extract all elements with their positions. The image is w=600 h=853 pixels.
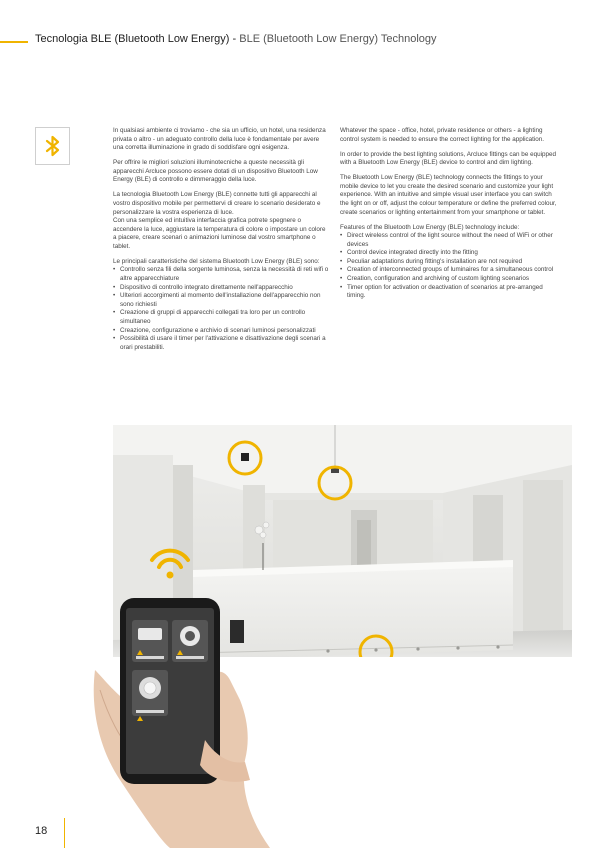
en-paragraph-2: In order to provide the best lighting solutions, Arcluce fittings can be equipped with a Bluetooth Low Energy (BLE) device to control and dim lighting.: [340, 150, 556, 167]
it-paragraph-2: Per offrire le migliori soluzioni illuminotecniche a queste necessità gli apparecchi Arcluce possono essere dotati di un dispositivo Bluetooth Low Energy (BLE) di controllo e dimmeraggio della luce.: [113, 159, 318, 184]
list-item: • Creazione, configurazione e archivio di scenari luminosi personalizzati: [113, 327, 329, 336]
bluetooth-badge: [35, 127, 70, 165]
bluetooth-icon: [44, 135, 62, 157]
list-item: • Direct wireless control of the light source without the need of WiFi or other devices: [340, 232, 560, 249]
it-paragraph-1: In qualsiasi ambiente ci troviamo - che sia un ufficio, un hotel, una residenza privata o altro - un adeguato controllo della luce è fondamentale per avere una corretta illuminazione in grado di soddisfare ogni esigenza.: [113, 127, 326, 152]
list-item: • Creation of interconnected groups of luminaires for a simultaneous control: [340, 266, 560, 275]
it-feature-list: [113, 266, 329, 352]
list-item: • Timer option for activation or deactivation of scenarios at pre-arranged timing.: [340, 284, 560, 301]
list-item: • Dispositivo di controllo integrato direttamente nell'apparecchio: [113, 284, 329, 293]
page-number: 18: [35, 825, 48, 837]
list-item: • Ulteriori accorgimenti al momento dell'installazione dell'apparecchio non sono richiesti: [113, 292, 329, 309]
en-paragraph-3: The Bluetooth Low Energy (BLE) technology connects the fittings to your mobile device to let you create the desired scenario and customize your light experience. With an intuitive and simple visual user interface you can switch the light on or off, adjust the colour temperature or define the preferred colour, create scenarios or lighting entertainment from your smartphone or tablet.: [340, 174, 557, 216]
title-italian: Tecnologia BLE (Bluetooth Low Energy): [35, 33, 230, 45]
it-paragraph-5: Le principali caratteristiche del sistema Bluetooth Low Energy (BLE) sono:: [113, 257, 320, 265]
en-feature-list: [340, 232, 560, 301]
list-item: • Creation, configuration and archiving of custom lighting scenarios: [340, 275, 560, 284]
list-item: • Controllo senza fili della sorgente luminosa, senza la necessità di reti wifi o altre apparecchiature: [113, 266, 329, 283]
list-item: • Control device integrated directly into the fitting: [340, 249, 560, 258]
en-paragraph-4: Features of the Bluetooth Low Energy (BLE) technology include:: [340, 223, 520, 231]
header-accent-line: [0, 41, 28, 43]
it-paragraph-3: La tecnologia Bluetooth Low Energy (BLE) connette tutti gli apparecchi al vostro dispositivo mobile per permettervi di creare lo scenario desiderato e personalizzare la vostra esperienza di luce.: [113, 191, 321, 216]
smartphone-illustration: [80, 540, 320, 848]
en-paragraph-1: Whatever the space - office, hotel, private residence or others - a lighting control system is needed to ensure the correct lighting for the application.: [340, 127, 545, 143]
page-number-accent: [64, 818, 65, 848]
title-separator: -: [229, 33, 240, 45]
hand-holding-phone: [80, 540, 320, 848]
list-item: • Possibilità di usare il timer per l'attivazione e disattivazione degli scenari a orari prestabiliti.: [113, 335, 329, 352]
wifi-icon: [152, 551, 188, 579]
italian-column: [113, 127, 329, 357]
list-item: • Creazione di gruppi di apparecchi collegati tra loro per un controllo simultaneo: [113, 309, 329, 326]
it-paragraph-4: Con una semplice ed intuitiva interfaccia grafica potrete spegnere o accendere la luce, aggiustare la temperatura di colore o impostare un colore a piacere, creare scenari o animazioni luminose dal vostro smartphone o tablet.: [113, 217, 326, 250]
english-column: [340, 127, 560, 306]
page-title: [35, 33, 437, 45]
list-item: • Peculiar adaptations during fitting's installation are not required: [340, 258, 560, 267]
title-english: BLE (Bluetooth Low Energy) Technology: [239, 33, 437, 45]
